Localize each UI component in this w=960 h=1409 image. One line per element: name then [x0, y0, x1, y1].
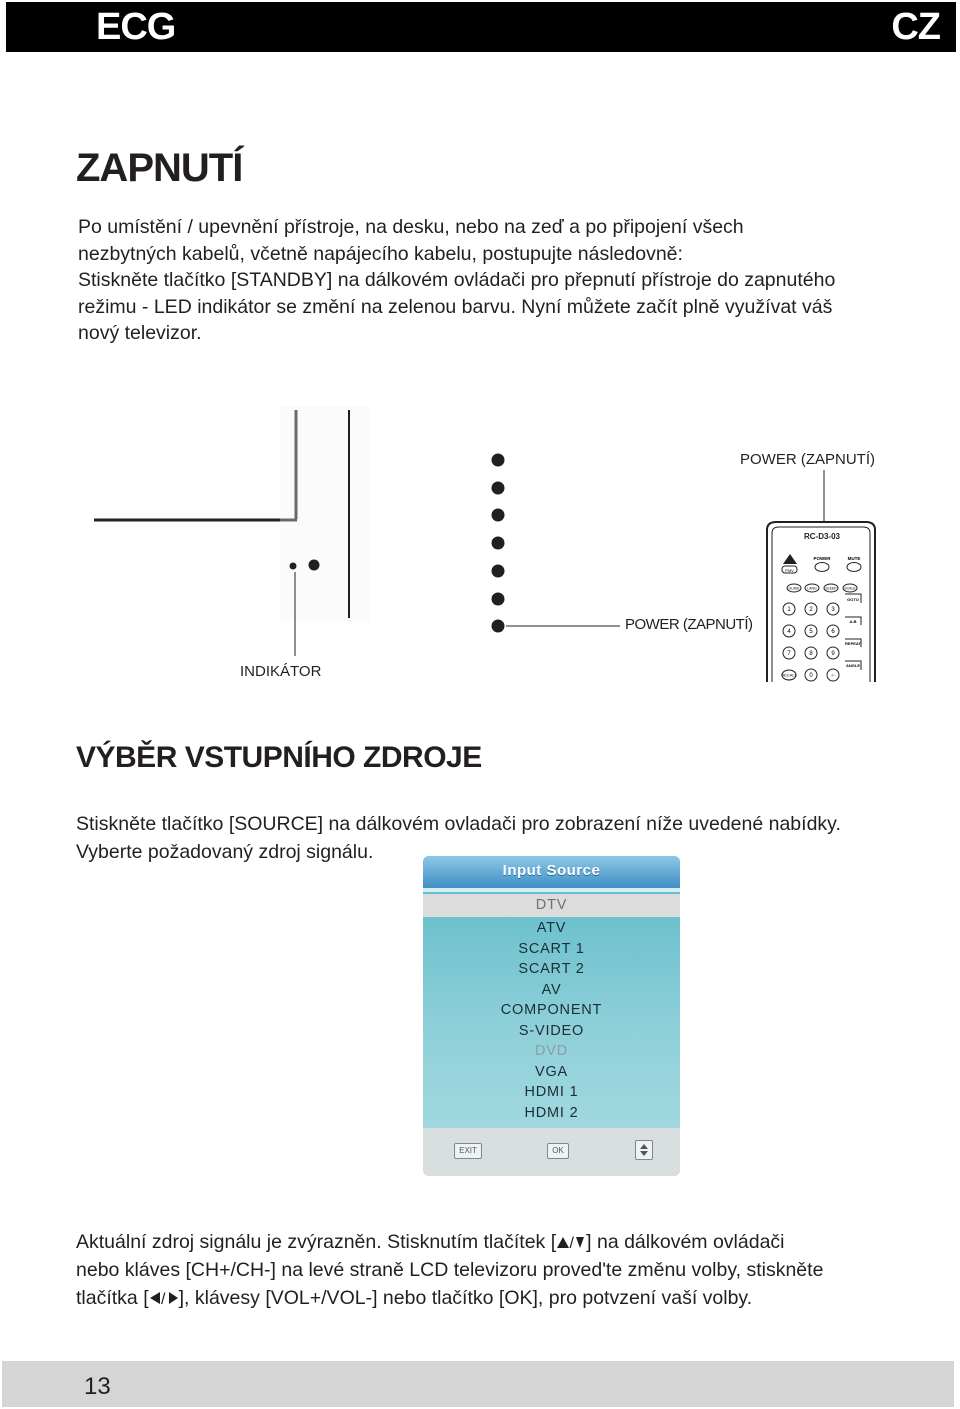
- osd-item-component[interactable]: COMPONENT: [500, 1002, 603, 1018]
- svg-text:4: 4: [787, 629, 791, 635]
- osd-item-scart2[interactable]: SCART 2: [518, 961, 585, 977]
- side-buttons: [492, 454, 505, 633]
- svg-text:5: 5: [809, 629, 813, 635]
- svg-text:7: 7: [787, 651, 791, 657]
- svg-text:/: /: [160, 1291, 166, 1306]
- osd-item-svideo[interactable]: S-VIDEO: [518, 1022, 585, 1039]
- brand-logo: ECG: [96, 6, 176, 48]
- power-label-top: POWER (ZAPNUTÍ): [740, 451, 875, 468]
- osd-divider: [423, 888, 680, 892]
- paragraph-line: nový televizor.: [78, 322, 202, 344]
- paragraph-line: Stiskněte tlačítko [STANDBY] na dálkovém ovládači pro přepnutí přístroje do zapnutého: [78, 269, 836, 291]
- navigation-instructions: [76, 1228, 823, 1312]
- intro-line: Vyberte požadovaný zdroj signálu.: [76, 841, 374, 863]
- left-right-arrow-icon: [149, 1290, 179, 1306]
- osd-item-atv[interactable]: ATV: [536, 920, 567, 936]
- ok-button[interactable]: OK: [547, 1143, 569, 1159]
- instruction-line: Aktuální zdroj signálu je zvýrazněn. Stisknutím tlačítek [ / ] na dálkovém ovládači: [76, 1231, 785, 1253]
- osd-item-av[interactable]: AV: [541, 981, 562, 998]
- remote-pmv-text: PMV: [785, 568, 794, 573]
- osd-item-dtv[interactable]: DTV: [423, 894, 680, 917]
- remote-control: [767, 522, 875, 682]
- instruction-line: nebo kláves [CH+/CH-] na levé straně LCD televizoru proved'te změnu volby, stiskněte: [76, 1259, 824, 1281]
- osd-item-dvd[interactable]: DVD: [534, 1043, 568, 1059]
- remote-mute-text: MUTE: [847, 556, 861, 561]
- instruction-line: tlačítka [ / ], klávesy [VOL+/VOL-] nebo tlačítko [OK], pro potvzení vaší volby.: [76, 1287, 753, 1309]
- up-down-arrows-icon[interactable]: [635, 1140, 653, 1160]
- svg-text:RECALL: RECALL: [781, 672, 797, 678]
- tv-remote-illustration: [80, 400, 880, 690]
- svg-text:-/--: -/--: [830, 672, 836, 678]
- svg-text:LANG: LANG: [807, 586, 817, 591]
- osd-item-scart1[interactable]: SCART 1: [518, 940, 585, 957]
- osd-item-vga[interactable]: VGA: [534, 1063, 569, 1080]
- osd-item-hdmi1[interactable]: HDMI 1: [524, 1084, 579, 1100]
- exit-button[interactable]: EXIT: [454, 1143, 482, 1159]
- osd-list: [423, 894, 680, 1123]
- intro-line: Stiskněte tlačítko [SOURCE] na dálkovém ovladači pro zobrazení níže uvedené nabídky.: [76, 813, 841, 835]
- remote-mute-button: [847, 563, 861, 572]
- svg-text:2: 2: [809, 607, 813, 613]
- svg-text:6: 6: [831, 629, 835, 635]
- tv-bezel-shade: [280, 406, 370, 621]
- osd-item-hdmi2[interactable]: HDMI 2: [524, 1104, 579, 1121]
- remote-ab-text: A-B: [849, 619, 857, 624]
- remote-digit-keys: [783, 603, 839, 659]
- svg-text:GUIDE: GUIDE: [788, 586, 800, 591]
- led-indicator-dot: [290, 563, 297, 570]
- paragraph-line: nezbytných kabelů, včetně napájecího kabelu, postupujte následovně:: [78, 242, 683, 265]
- remote-power-text: POWER: [813, 556, 831, 561]
- power-label-side: POWER (ZAPNUTÍ): [625, 616, 753, 633]
- svg-text:/: /: [569, 1235, 575, 1250]
- footer-bar: [2, 1361, 954, 1407]
- up-down-arrow-icon: [556, 1234, 586, 1250]
- indicator-label: INDIKÁTOR: [240, 663, 322, 680]
- svg-text:3: 3: [831, 607, 835, 613]
- language-code: CZ: [891, 6, 940, 48]
- power-paragraph: [78, 214, 918, 347]
- paragraph-line: Po umístění / upevnění přístroje, na desku, nebo na zeď a po připojení všech: [78, 216, 744, 238]
- svg-text:8: 8: [809, 651, 813, 657]
- section-title-input: VÝBĚR VSTUPNÍHO ZDROJE: [76, 741, 482, 774]
- svg-text:1: 1: [787, 607, 791, 613]
- remote-goto-text: GOTO: [847, 597, 859, 602]
- svg-text:0: 0: [809, 673, 813, 679]
- remote-repeat-text: REPEAT: [845, 641, 861, 646]
- osd-title: Input Source: [423, 856, 680, 888]
- remote-power-button: [815, 563, 829, 572]
- svg-text:SCALE: SCALE: [844, 586, 856, 591]
- osd-footer: [423, 1128, 680, 1176]
- remote-bottom-keys: [781, 669, 839, 681]
- sensor-dot: [309, 560, 320, 571]
- paragraph-line: režimu - LED indikátor se změní na zelenou barvu. Nyní můžete začít plně využívat váš: [78, 295, 833, 318]
- page-number: 13: [84, 1373, 111, 1400]
- input-source-menu: [423, 856, 680, 1176]
- section-title-power: ZAPNUTÍ: [76, 146, 243, 190]
- remote-model-label: RC-D3-03: [803, 532, 841, 541]
- svg-text:SLEEP: SLEEP: [825, 586, 837, 591]
- svg-text:9: 9: [831, 651, 835, 657]
- remote-angle-text: ANGLE: [846, 663, 860, 668]
